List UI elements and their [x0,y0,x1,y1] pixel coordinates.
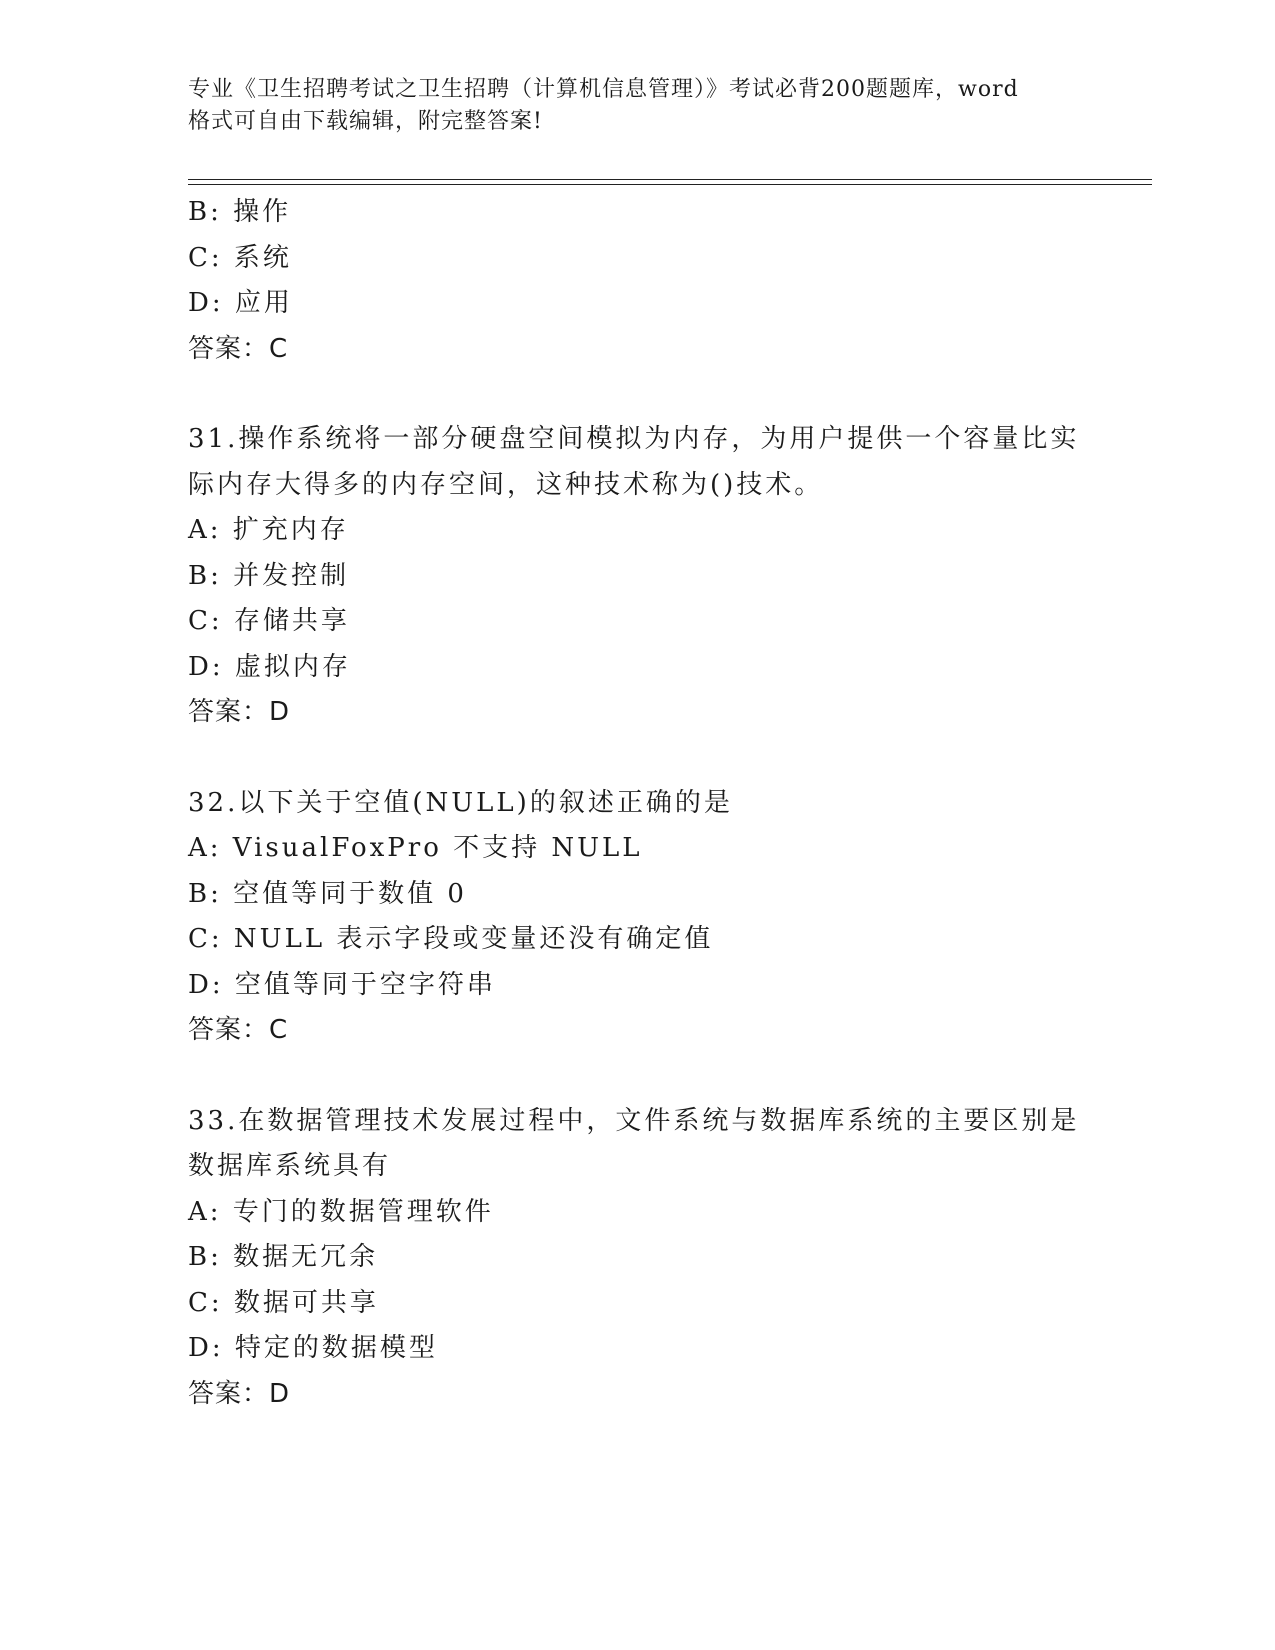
answer-line: 答案：C [188,1015,289,1045]
spacer [188,1054,1088,1099]
option-b: B: 空值等同于数值 0 [188,878,467,909]
question-list [188,190,1088,1417]
header-line-1: 专业《卫生招聘考试之卫生招聘（计算机信息管理）》考试必背200题题库，word [188,77,1019,102]
question-stem: 33.在数据管理技术发展过程中，文件系统与数据库系统的主要区别是 [188,1105,1080,1136]
document-header [188,74,1088,138]
question-33-block [188,1099,1088,1418]
option-a: A: 专门的数据管理软件 [188,1196,494,1227]
spacer [188,736,1088,781]
option-b: B: 数据无冗余 [188,1242,379,1272]
option-d: D: 特定的数据模型 [188,1333,438,1363]
header-divider-bottom [188,184,1152,185]
option-b: B: 并发控制 [188,560,350,591]
question-stem: 31.操作系统将一部分硬盘空间模拟为内存，为用户提供一个容量比实 [188,424,1080,454]
spacer [188,372,1088,417]
answer-line: 答案：D [188,697,291,727]
option-a: A: 扩充内存 [188,515,349,545]
option-b: B: 操作 [188,197,292,227]
question-stem-continued: 数据库系统具有 [188,1151,392,1181]
question-31-block [188,417,1088,736]
question-stem: 32.以下关于空值(NULL)的叙述正确的是 [188,787,733,818]
option-c: C: 存储共享 [188,606,350,636]
option-c: C: 系统 [188,242,292,273]
question-30-block [188,190,1088,372]
option-a: A: VisualFoxPro 不支持 NULL [188,833,643,863]
header-line-2: 格式可自由下载编辑，附完整答案! [188,109,543,134]
question-32-block [188,781,1088,1054]
question-stem-continued: 际内存大得多的内存空间，这种技术称为()技术。 [188,469,824,500]
answer-line: 答案：D [188,1378,291,1409]
option-d: D: 虚拟内存 [188,651,351,682]
option-c: C: NULL 表示字段或变量还没有确定值 [188,924,714,954]
answer-line: 答案：C [188,333,289,364]
option-d: D: 应用 [188,288,293,318]
header-divider-top [188,179,1152,180]
option-c: C: 数据可共享 [188,1287,379,1318]
option-d: D: 空值等同于空字符串 [188,969,496,1000]
